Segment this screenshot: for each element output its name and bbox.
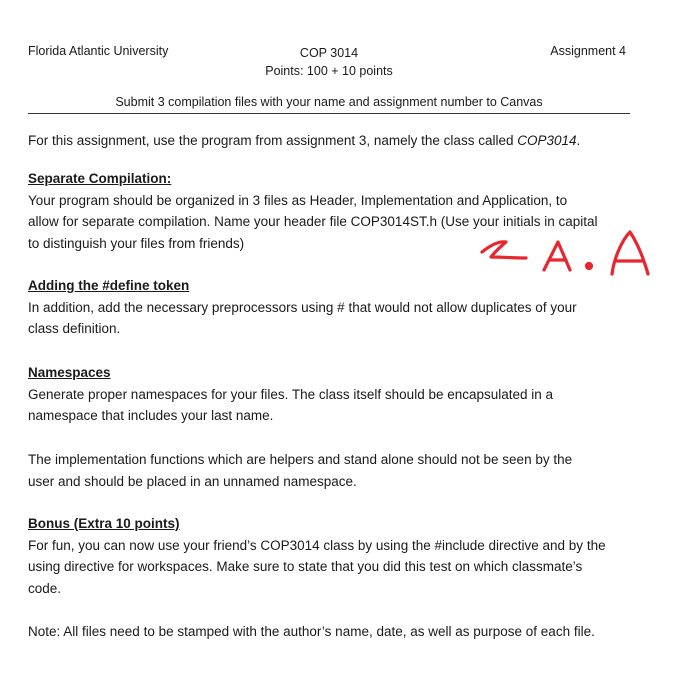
paragraph-line: class definition. [28,321,121,336]
paragraph-line: code. [28,580,62,596]
paragraph-line: namespace that includes your last name. [28,408,274,423]
ink-arrow-stroke [482,242,526,258]
submit-instruction: Submit 3 compilation files with your name and assignment number to Canvas [115,95,543,109]
ink-dot [586,263,591,268]
header-divider [28,113,630,114]
document-header [28,42,630,82]
section-heading: Namespaces [28,365,111,380]
university-name: Florida Atlantic University [28,44,169,58]
course-info [28,44,630,80]
section-implementation [28,449,638,492]
paragraph-line: For fun, you can now use your friend’s COP3014 class by using the #include directive and by the [28,537,606,553]
paragraph-line: In addition, add the necessary preprocessors using # that would not allow duplicates of your [28,299,577,315]
section-namespaces [28,362,638,427]
points-total: Points: 100 + 10 points [265,64,393,78]
section-define-token [28,275,638,340]
course-code: COP 3014 [299,46,359,60]
ink-letter-a-second [612,232,648,274]
paragraph-line: The implementation functions which are helpers and stand alone should not be seen by the [28,452,573,467]
paragraph-line: user and should be placed in an unnamed namespace. [28,473,357,489]
paragraph-line: to distinguish your files from friends) [28,235,245,251]
paragraph-line: Your program should be organized in 3 files as Header, Implementation and Application, to [28,192,568,208]
assignment-number: Assignment 4 [550,44,626,58]
section-heading: Adding the #define token [28,278,190,293]
paragraph-line: Generate proper namespaces for your files. The class itself should be encapsulated in a [28,386,554,402]
paragraph-line: using directive for workspaces. Make sure to state that you did this test on which classmate’s [28,559,583,574]
intro-class-name: COP3014 [517,133,577,148]
intro-period: . [576,133,581,148]
intro-paragraph [28,130,638,152]
section-heading: Bonus (Extra 10 points) [28,516,180,531]
handwritten-annotation [478,222,683,280]
note-text: Note: All files need to be stamped with the author’s name, date, as well as purpose of each file. [28,624,595,639]
section-bonus [28,513,638,599]
section-note [28,621,638,643]
intro-text: For this assignment, use the program from assignment 3, namely the class called [28,133,518,148]
handwritten-ink [482,232,648,274]
ink-letter-a-first [544,242,570,270]
paragraph-line: allow for separate compilation. Name your header file COP3014ST.h (Use your initials in capital [28,214,598,229]
section-heading: Separate Compilation: [28,171,172,186]
